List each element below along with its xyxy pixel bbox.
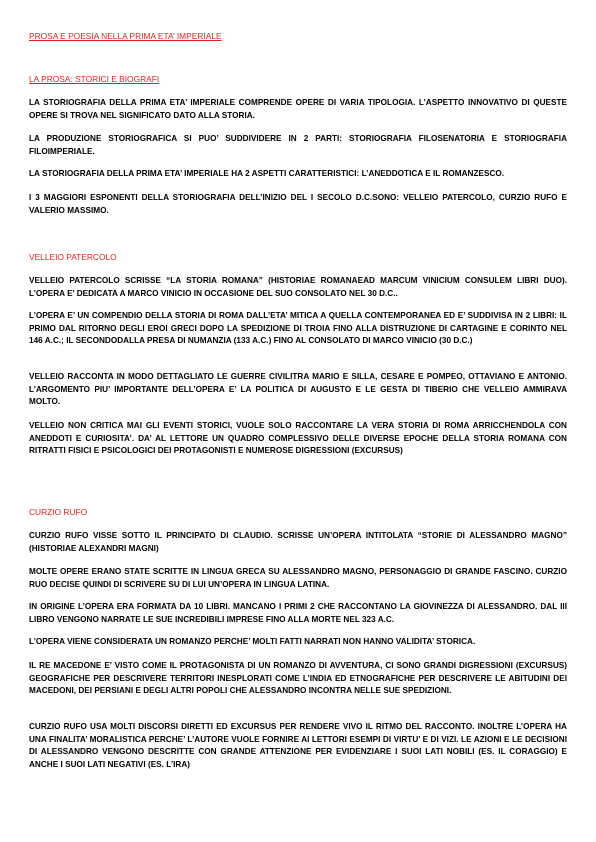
paragraph: VELLEIO RACCONTA IN MODO DETTAGLIATO LE GUERRE CIVILITRA MARIO E SILLA, CESARE E POMPEO, OTTAVIANO E ANTONIO. L’ARGOMENTO PIU’ IMPORTANTE DELL’OPERA E’ LA POLITICA DI AUGUSTO E LE GESTA DI TIBERIO CHE VELLEIO AMMIRAVA MOLTO. <box>29 372 567 406</box>
paragraph: IL RE MACEDONE E’ VISTO COME IL PROTAGONISTA DI UN ROMANZO DI AVVENTURA, CI SONO GRANDI DIGRESSIONI (EXCURSUS) GEOGRAFICHE PER DESCRIVERE TERRITORI INESPLORATI COME L’INDIA ED ETNOGRAFICHE PER DESCRIVERE LE ABITUDINI DEI MACEDONI, DEI PERSIANI E DEGLI ALTRI POPOLI CHE ALESSANDRO INCONTRA NELLE SUE SPEDIZIONI. <box>29 661 567 695</box>
paragraph: LA STORIOGRAFIA DELLA PRIMA ETA’ IMPERIALE COMPRENDE OPERE DI VARIA TIPOLOGIA. L’ASPETTO INNOVATIVO DI QUESTE OPERE SI TROVA NEL SIGNIFICATO DATO ALLA STORIA. <box>29 98 567 120</box>
section-heading-curzio: CURZIO RUFO <box>29 507 88 517</box>
section-heading-velleio: VELLEIO PATERCOLO <box>29 252 117 262</box>
paragraph: IN ORIGINE L’OPERA ERA FORMATA DA 10 LIBRI. MANCANO I PRIMI 2 CHE RACCONTANO LA GIOVINEZZA DI ALESSANDRO. DAL III LIBRO VENGONO NARRATE LE SUE INCREDIBILI IMPRESE FINO ALLA MORTE NEL 323 A.C. <box>29 602 567 624</box>
paragraph: MOLTE OPERE ERANO STATE SCRITTE IN LINGUA GRECA SU ALESSANDRO MAGNO, PERSONAGGIO DI GRANDE FASCINO. CURZIO RUO DECISE QUINDI DI SCRIVERE SU DI LUI UN’OPERA IN LINGUA LATINA. <box>29 567 567 589</box>
paragraph: LA STORIOGRAFIA DELLA PRIMA ETA’ IMPERIALE HA 2 ASPETTI CARATTERISTICI: L’ANEDDOTICA E IL ROMANZESCO. <box>29 169 505 178</box>
paragraph: LA PRODUZIONE STORIOGRAFICA SI PUO’ SUDDIVIDERE IN 2 PARTI: STORIOGRAFIA FILOSENATORIA E STORIOGRAFIA FILOIMPERIALE. <box>29 134 567 156</box>
paragraph: CURZIO RUFO USA MOLTI DISCORSI DIRETTI ED EXCURSUS PER RENDERE VIVO IL RITMO DEL RACCONTO. INOLTRE L’OPERA HA UNA FINALITA’ MORALISTICA PERCHE’ L’AUTORE VUOLE FORNIRE AI LETTORI ESEMPI DI VIRTU’ E DI VIZI. LE AZIONI E LE DECISIONI DI ALESSANDRO VENGONO DESCRITTE CON GRANDE ATTENZIONE PER EVIDENZIARE I SUOI LATI NOBILI (ES. IL CORAGGIO) E ANCHE I SUOI LATI NEGATIVI (ES. L’IRA) <box>29 722 567 769</box>
paragraph: VELLEIO NON CRITICA MAI GLI EVENTI STORICI, VUOLE SOLO RACCONTARE LA VERA STORIA DI ROMA ARRICCHENDOLA CON ANEDDOTI E CURIOSITA’. DA’ AL LETTORE UN QUADRO COMPLESSIVO DELLE DIVERSE EPOCHE DELLA STORIA ROMANA CON RITRATTI FISICI E PSICOLOGICI DEI PROTAGONISTI E NUMEROSE DIGRESSIONI (EXCURSUS) <box>29 421 567 455</box>
paragraph: L’OPERA VIENE CONSIDERATA UN ROMANZO PERCHE’ MOLTI FATTI NARRATI NON HANNO VALIDITA’ STORICA. <box>29 637 476 646</box>
document-title: PROSA E POESIA NELLA PRIMA ETA’ IMPERIALE <box>29 31 222 41</box>
paragraph: VELLEIO PATERCOLO SCRISSE “LA STORIA ROMANA” (HISTORIAE ROMANAEAD MARCUM VINICIUM CONSULEM LIBRI DUO). L’OPERA E’ DEDICATA A MARCO VINICIO IN OCCASIONE DEL SUO CONSOLATO NEL 30 D.C.. <box>29 276 567 298</box>
section-heading-prosa: LA PROSA: STORICI E BIOGRAFI <box>29 74 160 84</box>
paragraph: I 3 MAGGIORI ESPONENTI DELLA STORIOGRAFIA DELL’INIZIO DEL I SECOLO D.C.SONO: VELLEIO PATERCOLO, CURZIO RUFO E VALERIO MASSIMO. <box>29 193 567 215</box>
paragraph: CURZIO RUFO VISSE SOTTO IL PRINCIPATO DI CLAUDIO. SCRISSE UN’OPERA INTITOLATA “STORIE DI ALESSANDRO MAGNO” (HISTORIAE ALEXANDRI MAGNI) <box>29 531 567 553</box>
paragraph: L’OPERA E’ UN COMPENDIO DELLA STORIA DI ROMA DALL’ETA’ MITICA A QUELLA CONTEMPORANEA ED E’ SUDDIVISA IN 2 LIBRI: IL PRIMO DAL RITORNO DEGLI EROI GRECI DOPO LA SPEDIZIONE DI TROIA FINO ALLA DISTRUZIONE DI CARTAGINE E CORINTO NEL 146 A.C.; IL SECONDODALLA PRESA DI NUMANZIA (133 A.C.) FINO AL CONSOLATO DI MARCO VINICIO (30 D.C.) <box>29 311 567 345</box>
